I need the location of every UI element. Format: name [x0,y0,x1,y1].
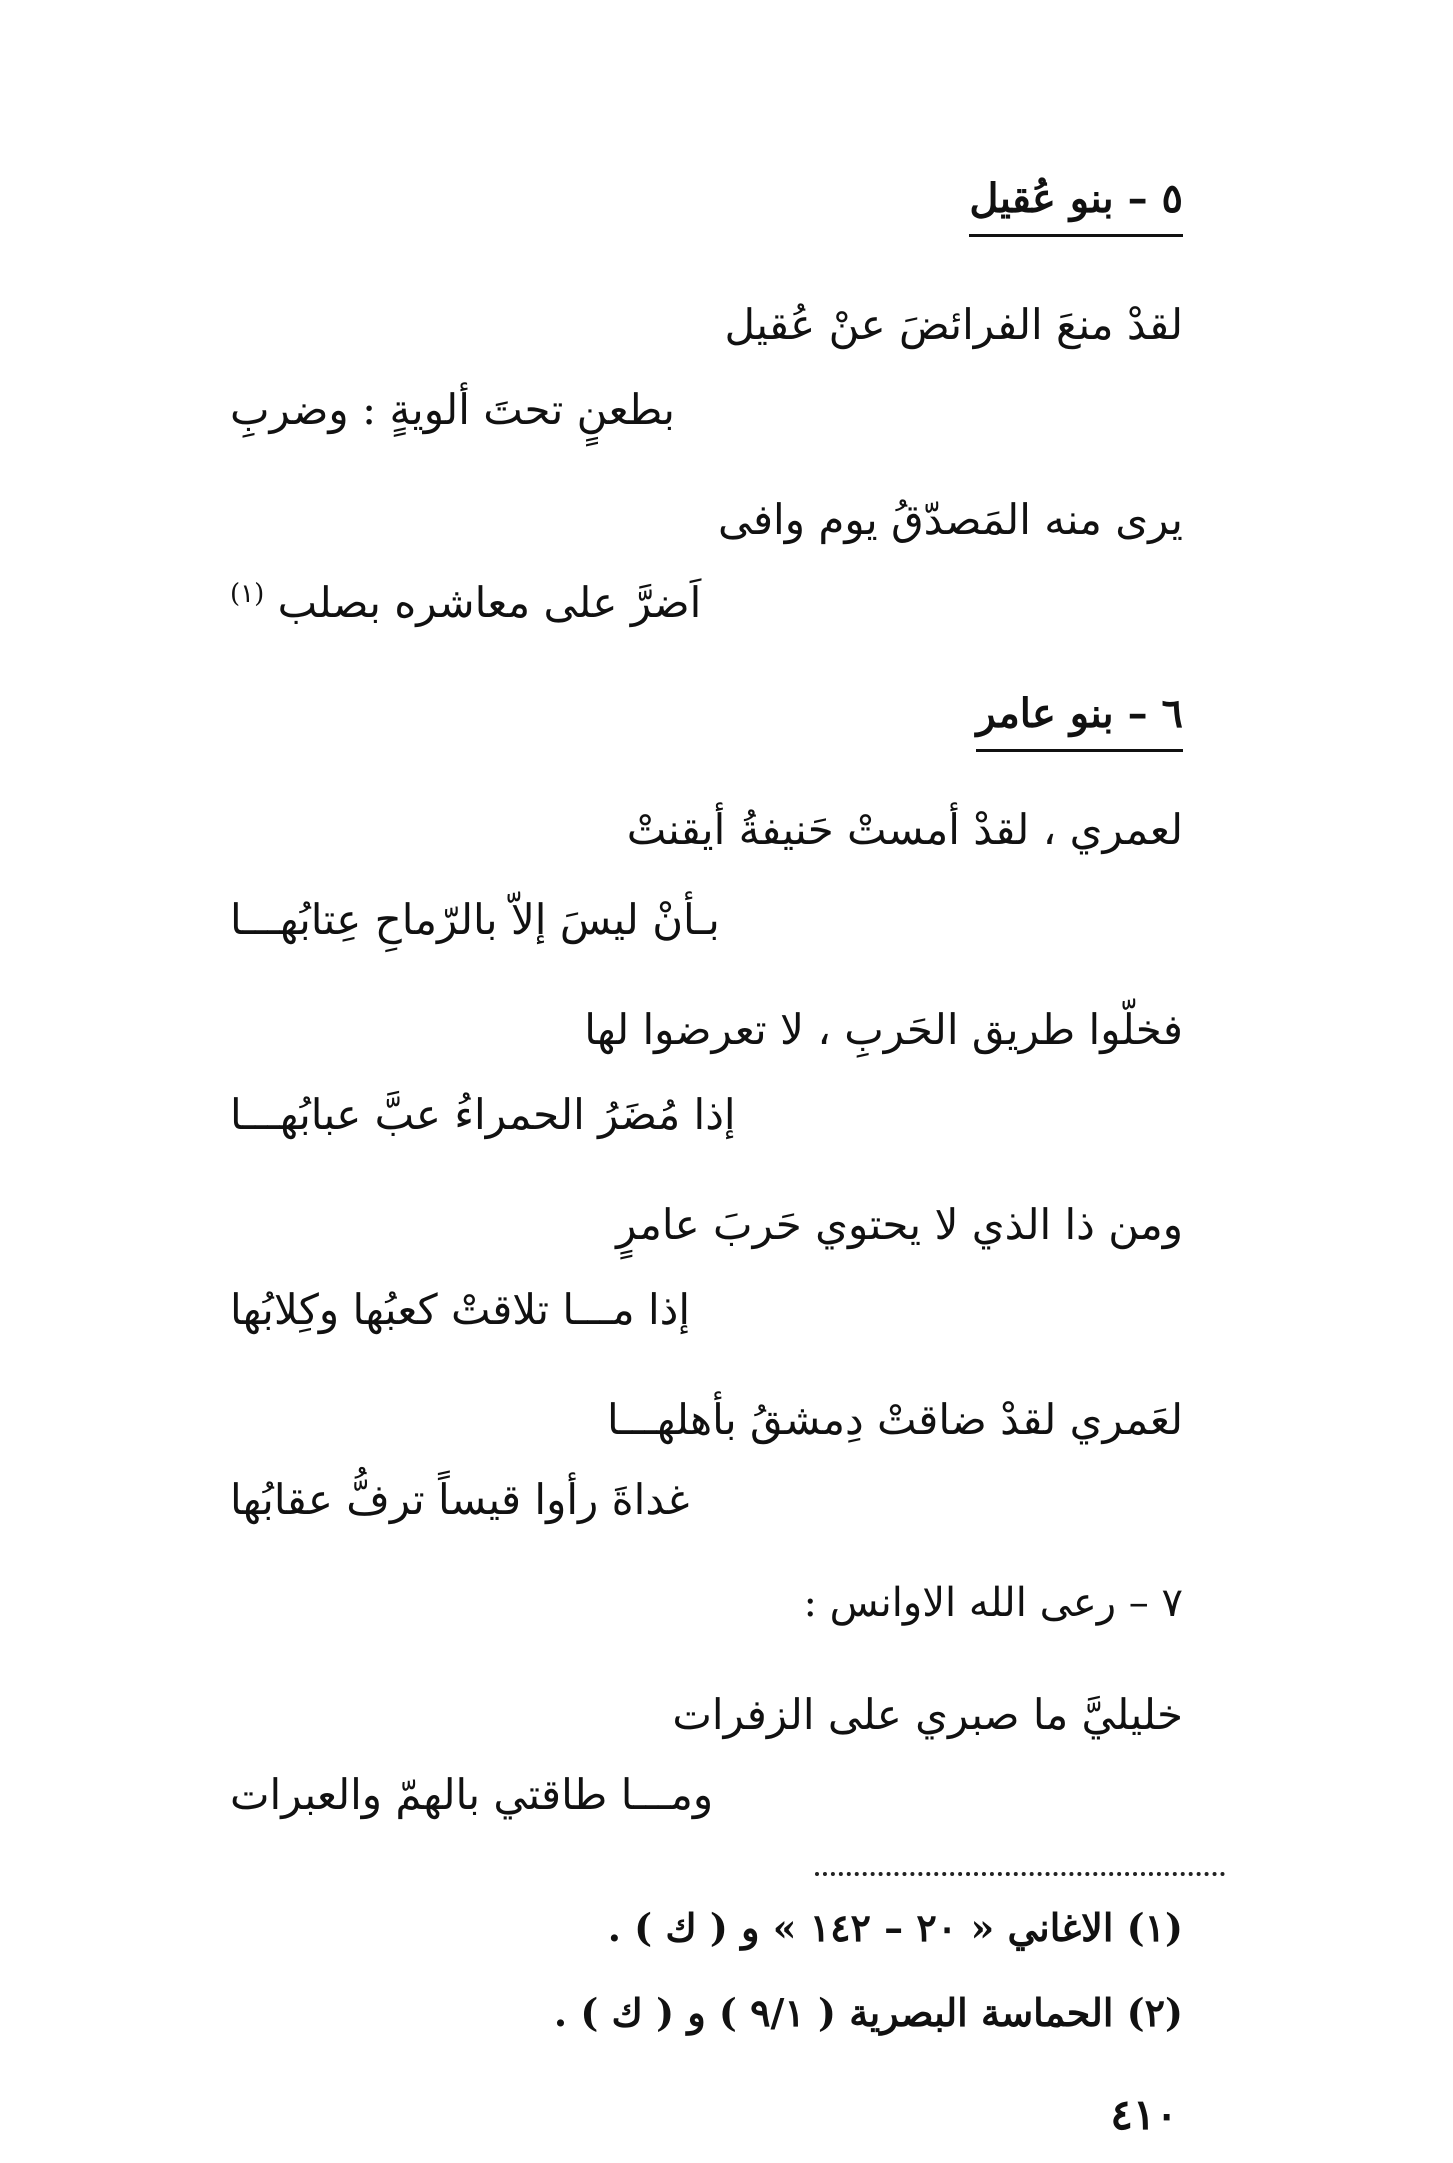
page-number: ٤١٠ [1110,2090,1178,2139]
verse-line: ومن ذا الذي لا يحتوي حَربَ عامرٍ [616,1200,1183,1249]
verse-line: ومـــا طاقتي بالهمّ والعبرات [230,1770,714,1819]
footnote-2: (٢) الحماسة البصرية ( ٩/١ ) و ( ك ) . [553,1990,1183,2035]
verse-line: غداةَ رأوا قيساً ترفُّ عقابُها [230,1475,690,1524]
verse-text: اَضرَّ على معاشره بصلب [277,578,702,627]
verse-line: يرى منه المَصدّقُ يوم وافى [717,495,1183,544]
subsection-heading: ٧ – رعى الله الاوانس : [803,1580,1183,1626]
verse-line: خليليَّ ما صبري على الزفرات [672,1690,1183,1739]
verse-line: لعمري ، لقدْ أمستْ حَنيفةُ أيقنتْ [626,805,1183,854]
verse-line: لقدْ منعَ الفرائضَ عنْ عُقيل [724,300,1183,349]
footnote-1: (١) الاغاني « ٢٠ – ١٤٢ » و ( ك ) . [607,1905,1183,1950]
footnote-divider [815,1872,1225,1876]
section-heading-banu-uqayl: ٥ – بنو عُقيل [969,175,1183,237]
verse-line: إذا مُضَرُ الحمراءُ عبَّ عبابُهـــا [230,1090,736,1139]
verse-line: فخلّوا طريق الحَربِ ، لا تعرضوا لها [584,1005,1183,1054]
verse-line [230,578,1180,627]
verse-line: إذا مـــا تلاقتْ كعبُها وكِلابُها [230,1285,690,1334]
section-heading-banu-amir: ٦ – بنو عامر [976,690,1183,752]
verse-line: بطعنٍ تحتَ ألويةٍ : وضربِ [230,385,675,434]
footnote-marker: (١) [230,579,265,609]
verse-line: بـأنْ ليسَ إلاّ بالرّماحِ عِتابُهـــا [230,895,720,944]
verse-line: لعَمري لقدْ ضاقتْ دِمشقُ بأهلهـــا [607,1395,1183,1444]
